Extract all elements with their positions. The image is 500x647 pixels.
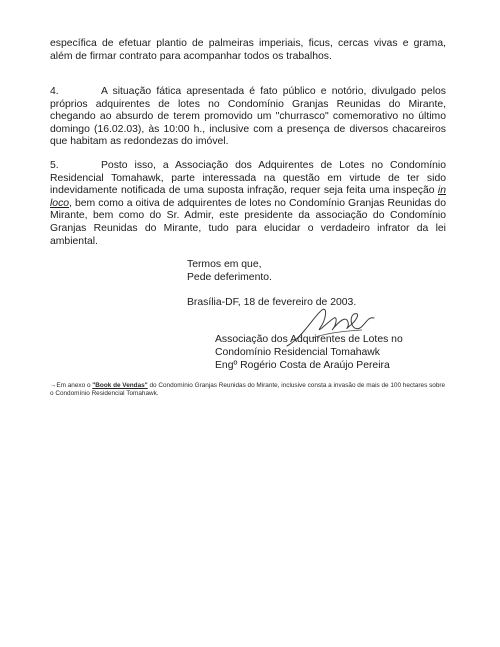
paragraph-intro: específica de efetuar plantio de palmeiras imperiais, ficus, cercas vivas e grama, além de firmar contrato para acompanhar todos os trabalhos. <box>50 38 446 62</box>
date-line: Brasília-DF, 18 de fevereiro de 2003. <box>187 297 357 308</box>
paragraph-4 <box>50 86 446 149</box>
closing-terms: Termos em que, <box>187 259 262 270</box>
footnote <box>50 382 450 399</box>
paragraph-5-italic: in loco <box>50 185 446 209</box>
footnote-pre: Em anexo o <box>56 382 93 389</box>
paragraph-4-number: 4. <box>50 86 59 97</box>
paragraph-5-number: 5. <box>50 160 59 171</box>
signature-association: Associação dos Adquirentes de Lotes no <box>215 334 403 345</box>
signature-name: Engº Rogério Costa de Araújo Pereira <box>215 360 390 371</box>
arrow-icon: → <box>50 382 57 389</box>
paragraph-4-text: A situação fática apresentada é fato público e notório, divulgado pelos próprios adquirentes de lotes no Condomínio Granjas Reunidas do Mirante, chegando ao absurdo de terem promovido um "churrasco" comemorativo no último domingo (16.02.03), às 10:00 h., inclusive com a presença de diversos chacareiros que habitam as redondezas do imóvel. <box>50 86 446 148</box>
paragraph-5-text-a: Posto isso, a Associação dos Adquirentes de Lotes no Condomínio Residencial Tomahawk, parte interessada na questão em virtude de ter sido indevidamente notificada de uma suposta infração, requer seja feita uma inspeção <box>50 160 446 197</box>
paragraph-5 <box>50 160 446 248</box>
paragraph-5-text-b: , bem como a oitiva de adquirentes de lotes no Condomínio Granjas Reunidas do Mirante, bem como do Sr. Admir, este presidente da associação do Condomínio Granjas Reunidas do Mirante, tudo para elucidar o verdadeiro infrator da lei ambiental. <box>50 197 446 247</box>
footnote-bold: "Book de Vendas" <box>92 382 148 389</box>
signature-condominium: Condomínio Residencial Tomahawk <box>215 347 380 358</box>
closing-request: Pede deferimento. <box>187 272 272 283</box>
footnote-post: do Condomínio Granjas Reunidas do Mirante, inclusive consta a invasão de mais de 100 hectares sobre o Condomínio Residencial Tomahawk. <box>50 382 446 398</box>
